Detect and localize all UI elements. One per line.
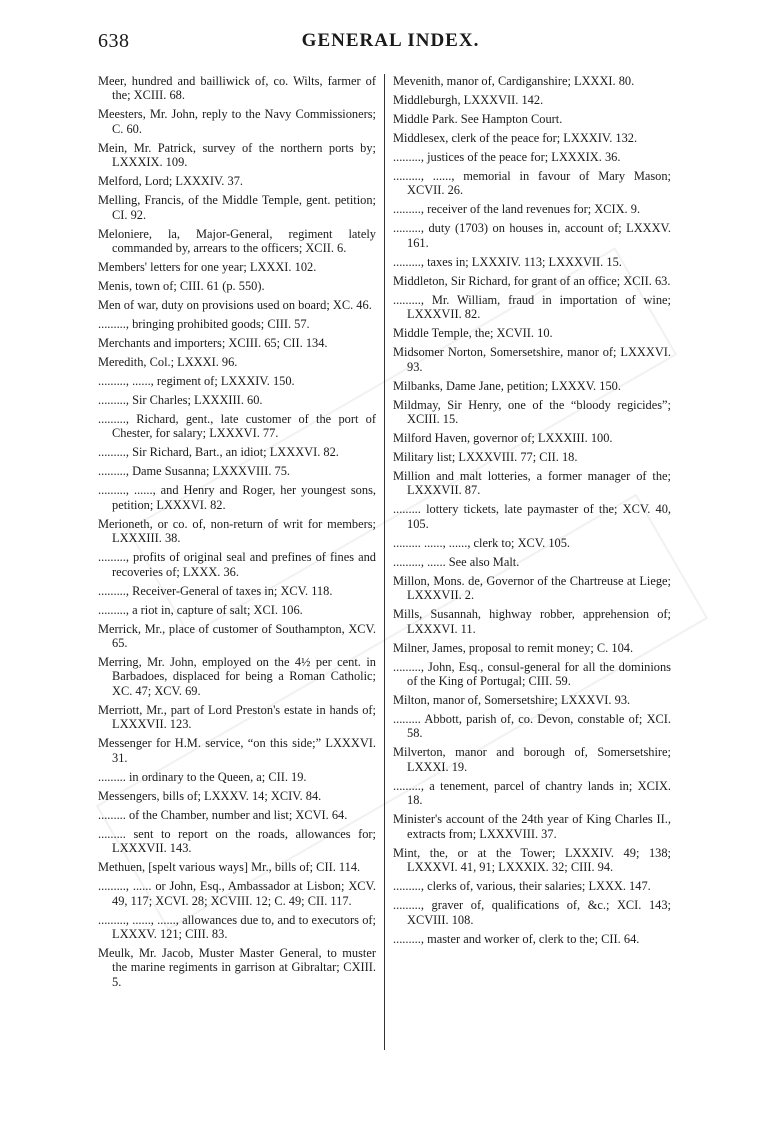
- index-entry: ........., master and worker of, clerk to the; CII. 64.: [393, 931, 640, 946]
- index-entry: Melford, Lord; LXXXIV. 37.: [98, 174, 243, 189]
- index-entry: ........., taxes in; LXXXIV. 113; LXXXVII. 15.: [393, 254, 622, 269]
- index-entry: ........., ...... or John, Esq., Ambassador at Lisbon; XCV. 49, 117; XCVI. 28; XCVIII. 12; C. 49; CII. 117.: [98, 879, 376, 908]
- index-entry: ........., ......, memorial in favour of Mary Mason; XCVII. 26.: [393, 169, 671, 198]
- index-entry: Merchants and importers; XCIII. 65; CII. 134.: [98, 336, 328, 351]
- index-entry: Merioneth, or co. of, non-return of writ for members; LXXXIII. 38.: [98, 516, 376, 546]
- index-entry: Merrick, Mr., place of customer of Southampton, XCV. 65.: [98, 621, 376, 651]
- index-entry: ........., ......, and Henry and Roger, her youngest sons, petition; LXXXVI. 82.: [98, 483, 376, 512]
- index-entry: ........., justices of the peace for; LXXXIX. 36.: [393, 150, 621, 164]
- index-entry: Milton, manor of, Somersetshire; LXXXVI. 93.: [393, 693, 631, 708]
- index-entry: Merriott, Mr., part of Lord Preston's estate in hands of; LXXXVII. 123.: [98, 702, 376, 732]
- index-entry: ........., Mr. William, fraud in importation of wine; LXXXVII. 82.: [393, 292, 671, 322]
- index-entry: Mevenith, manor of, Cardiganshire; LXXXI. 80.: [393, 74, 635, 88]
- index-entry: Mills, Susannah, highway robber, apprehension of; LXXXVI. 11.: [393, 607, 671, 636]
- index-entry: Mildmay, Sir Henry, one of the “bloody regicides”; XCIII. 15.: [393, 397, 671, 427]
- index-entry: Midsomer Norton, Somersetshire, manor of; LXXXVI. 93.: [393, 345, 671, 374]
- index-entry: Minister's account of the 24th year of King Charles II., extracts from; LXXXVIII. 37.: [393, 812, 671, 841]
- index-entry: Meer, hundred and bailliwick of, co. Wilts, farmer of the; XCIII. 68.: [98, 74, 376, 103]
- index-entry: ......... ......, ......, clerk to; XCV. 105.: [393, 535, 571, 550]
- index-entry: Middle Park. See Hampton Court.: [393, 112, 563, 126]
- index-entry: Meulk, Mr. Jacob, Muster Master General, to muster the marine regiments in garrison at Gibraltar; CXIII. 5.: [98, 945, 376, 989]
- index-entry: ........., Dame Susanna; LXXXVIII. 75.: [98, 464, 291, 479]
- index-column-right: [393, 74, 671, 951]
- index-entry: Men of war, duty on provisions used on board; XC. 46.: [98, 298, 372, 313]
- index-column-left: [98, 74, 376, 994]
- index-entry: Middlesex, clerk of the peace for; LXXXIV. 132.: [393, 131, 638, 145]
- index-entry: Millon, Mons. de, Governor of the Chartreuse at Liege; LXXXVII. 2.: [393, 573, 671, 603]
- index-entry: Methuen, [spelt various ways] Mr., bills of; CII. 114.: [98, 860, 361, 875]
- index-entry: ......... in ordinary to the Queen, a; CII. 19.: [98, 769, 307, 784]
- column-divider: [384, 74, 385, 1050]
- index-entry: ........., Sir Richard, Bart., an idiot; LXXXVI. 82.: [98, 445, 339, 460]
- index-entry: ........., bringing prohibited goods; CIII. 57.: [98, 317, 310, 332]
- index-entry: ........., profits of original seal and prefines of fines and recoveries of; LXXX. 36.: [98, 550, 376, 579]
- index-entry: Members' letters for one year; LXXXI. 102.: [98, 260, 317, 275]
- index-entry: Middleburgh, LXXXVII. 142.: [393, 93, 544, 107]
- index-entry: ........., ...... See also Malt.: [393, 554, 520, 569]
- index-entry: ......... sent to report on the roads, allowances for; LXXXVII. 143.: [98, 826, 376, 856]
- index-entry: Middleton, Sir Richard, for grant of an office; XCII. 63.: [393, 273, 671, 288]
- index-entry: ........., Richard, gent., late customer of the port of Chester, for salary; LXXXVI. 77.: [98, 412, 376, 441]
- index-entry: Mint, the, or at the Tower; LXXXIV. 49; 138; LXXXVI. 41, 91; LXXXIX. 32; CIII. 94.: [393, 845, 671, 875]
- index-entry: ........., Sir Charles; LXXXIII. 60.: [98, 393, 263, 408]
- index-entry: Messengers, bills of; LXXXV. 14; XCIV. 84.: [98, 788, 322, 803]
- index-entry: ........., a tenement, parcel of chantry lands in; XCIX. 18.: [393, 778, 671, 808]
- index-entry: ........., receiver of the land revenues for; XCIX. 9.: [393, 202, 641, 217]
- index-entry: Merring, Mr. John, employed on the 4½ per cent. in Barbadoes, displaced for being a Roman Catholic; XC. 47; XCV. 69.: [98, 655, 376, 698]
- index-entry: ........., John, Esq., consul-general for all the dominions of the King of Portugal; CIII. 59.: [393, 659, 671, 689]
- index-entry: Mein, Mr. Patrick, survey of the northern ports by; LXXXIX. 109.: [98, 140, 376, 170]
- index-entry: ........., clerks of, various, their salaries; LXXX. 147.: [393, 879, 651, 894]
- index-entry: ......... Abbott, parish of, co. Devon, constable of; XCI. 58.: [393, 712, 671, 741]
- index-entry: Middle Temple, the; XCVII. 10.: [393, 326, 553, 341]
- index-entry: Milford Haven, governor of; LXXXIII. 100.: [393, 431, 613, 446]
- index-entry: Messenger for H.M. service, “on this side;” LXXXVI. 31.: [98, 736, 376, 765]
- index-entry: Meesters, Mr. John, reply to the Navy Commissioners; C. 60.: [98, 107, 376, 136]
- index-entry: ........., a riot in, capture of salt; XCI. 106.: [98, 602, 303, 617]
- index-entry: Milbanks, Dame Jane, petition; LXXXV. 150.: [393, 378, 621, 393]
- index-entry: ........., graver of, qualifications of, &c.; XCI. 143; XCVIII. 108.: [393, 898, 671, 927]
- index-entry: ......... of the Chamber, number and list; XCVI. 64.: [98, 807, 348, 822]
- index-entry: ......... lottery tickets, late paymaster of the; XCV. 40, 105.: [393, 502, 671, 531]
- index-entry: Million and malt lotteries, a former manager of the; LXXXVII. 87.: [393, 469, 671, 498]
- index-entry: Milner, James, proposal to remit money; C. 104.: [393, 640, 634, 655]
- index-entry: Meredith, Col.; LXXXI. 96.: [98, 355, 238, 370]
- index-entry: Meloniere, la, Major-General, regiment lately commanded by, arrears to the officers; XCII. 6.: [98, 226, 376, 256]
- index-entry: Milverton, manor and borough of, Somersetshire; LXXXI. 19.: [393, 745, 671, 774]
- index-entry: Military list; LXXXVIII. 77; CII. 18.: [393, 450, 578, 465]
- page-title: GENERAL INDEX.: [301, 30, 480, 51]
- page-number: 638: [98, 30, 130, 52]
- index-entry: Menis, town of; CIII. 61 (p. 550).: [98, 279, 265, 294]
- index-entry: ........., ......, regiment of; LXXXIV. 150.: [98, 374, 295, 389]
- index-entry: ........., Receiver-General of taxes in; XCV. 118.: [98, 583, 333, 598]
- page-header: [98, 30, 683, 60]
- index-entry: ........., duty (1703) on houses in, account of; LXXXV. 161.: [393, 221, 671, 250]
- index-entry: ........., ......, ......, allowances due to, and to executors of; LXXXV. 121; CIII. 83.: [98, 912, 376, 941]
- index-entry: Melling, Francis, of the Middle Temple, gent. petition; CI. 92.: [98, 193, 376, 222]
